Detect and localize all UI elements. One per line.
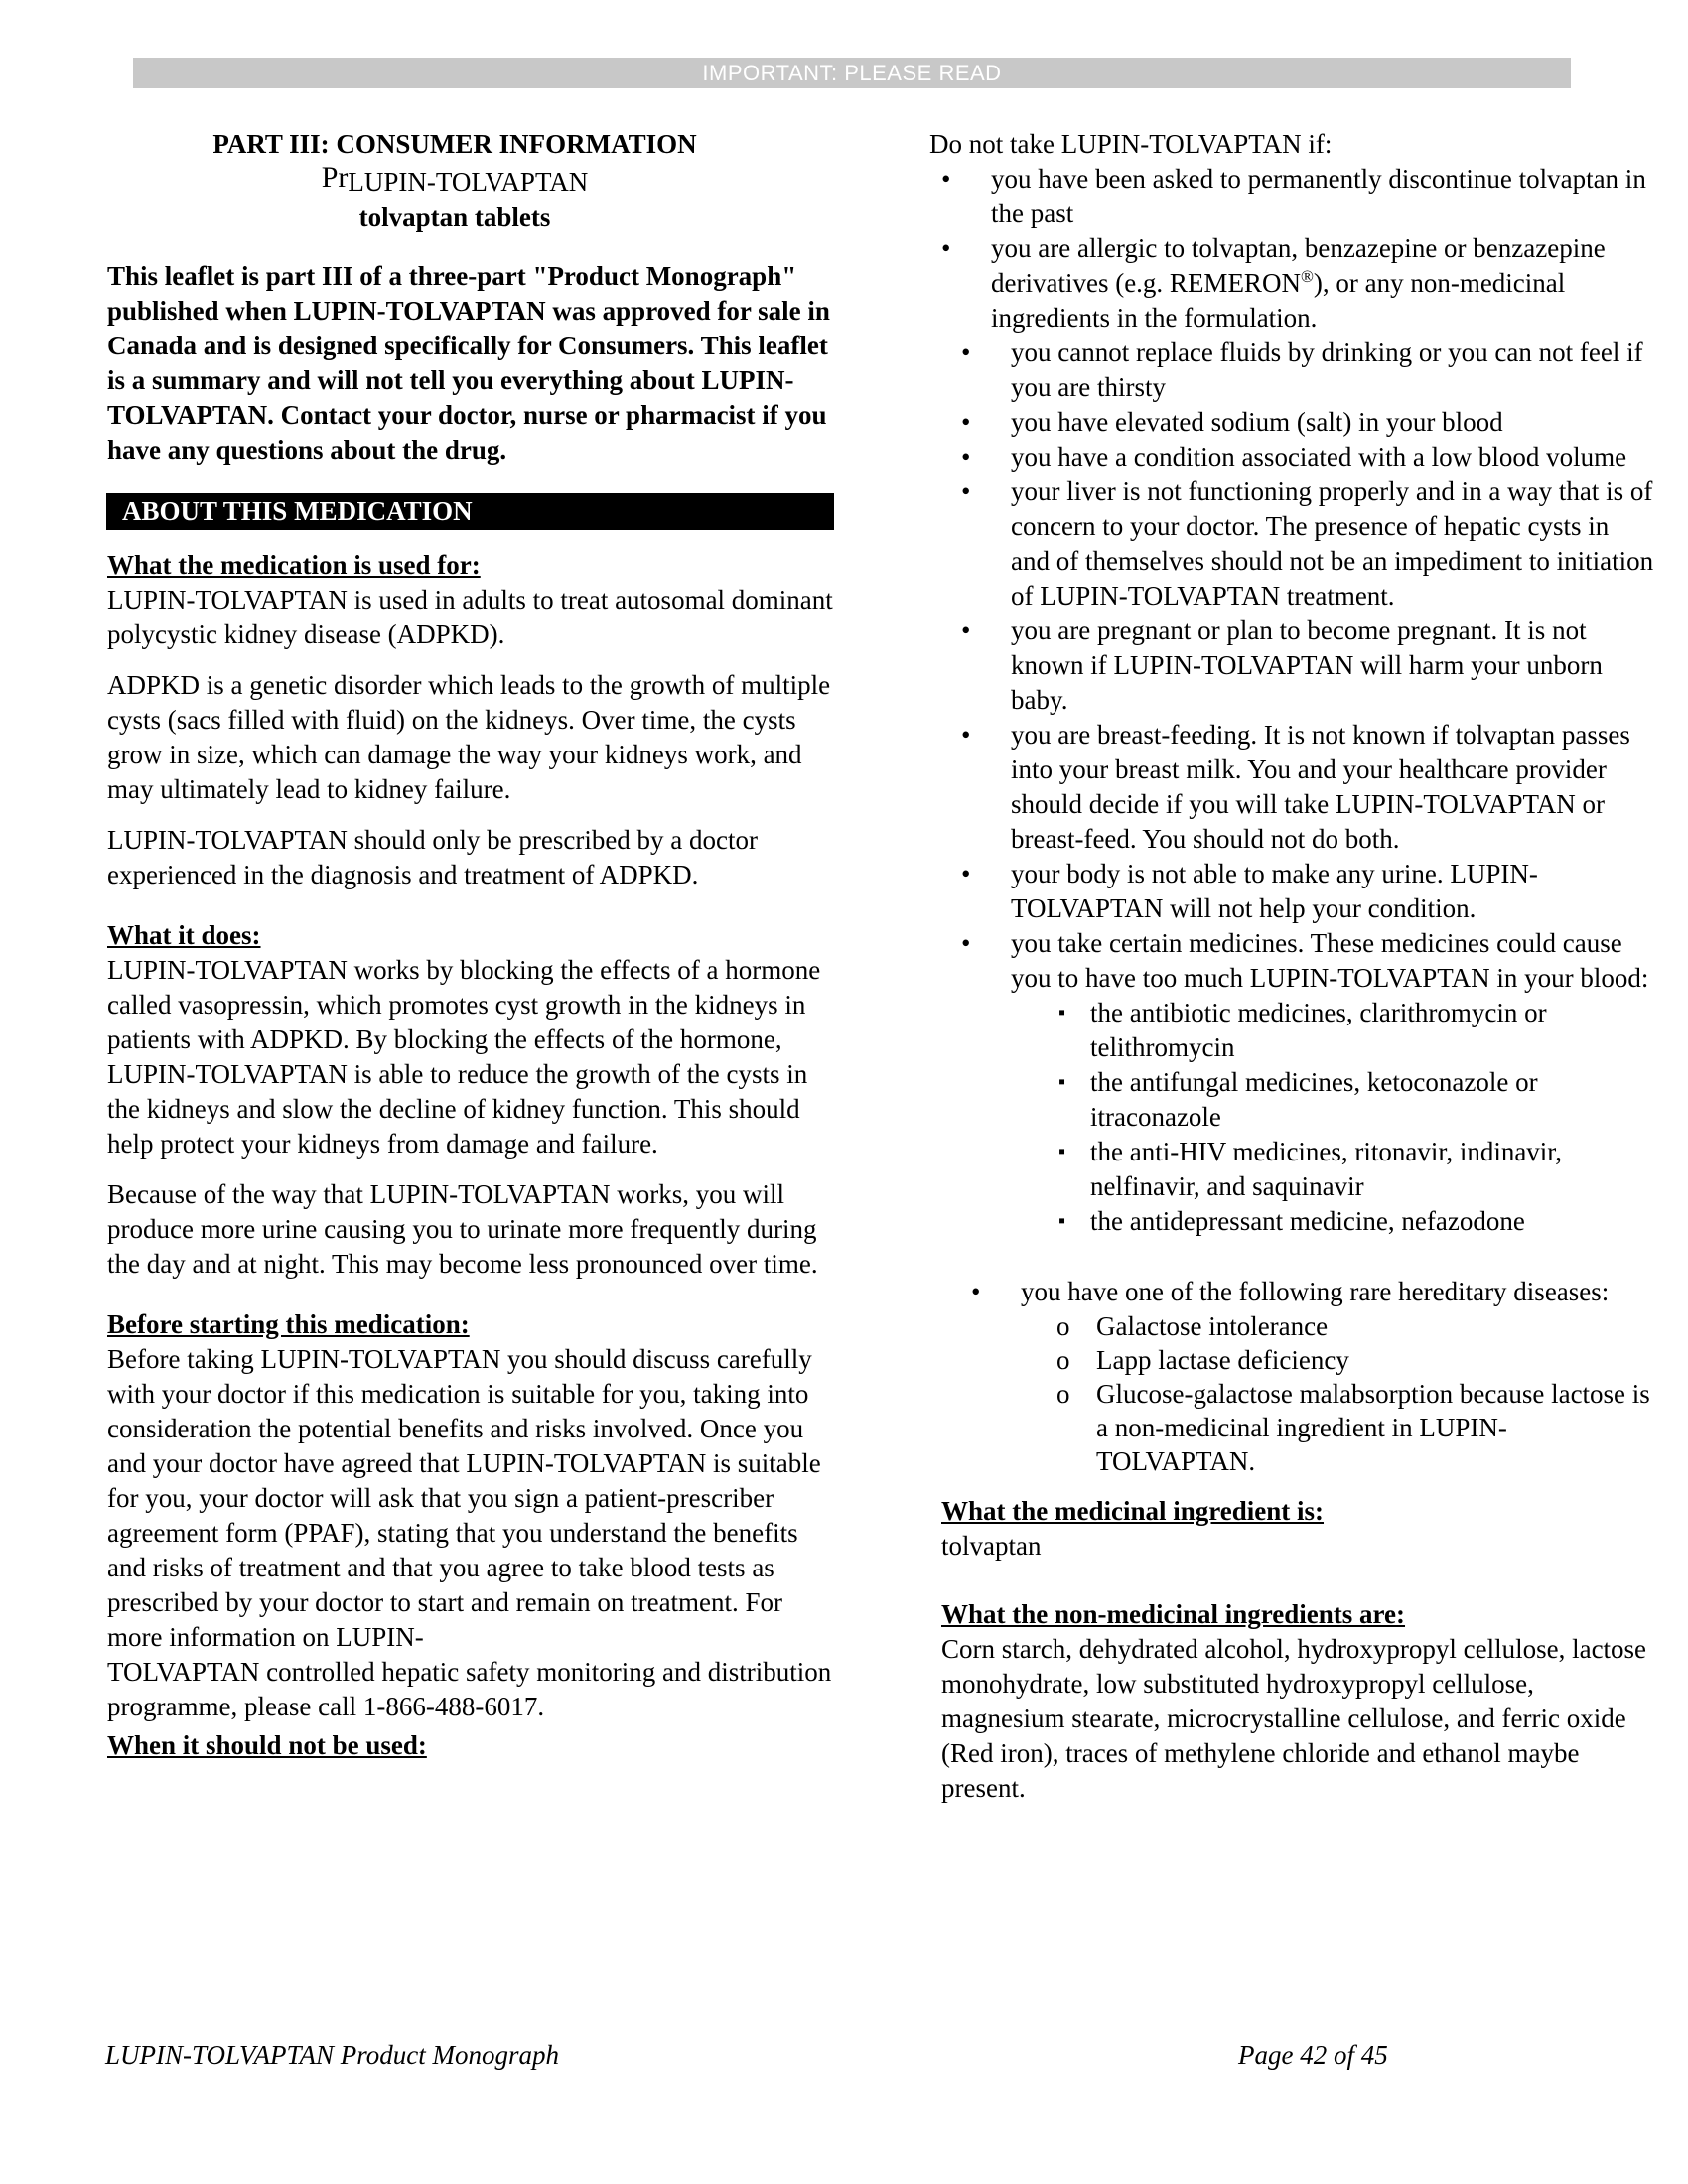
section-header-about: ABOUT THIS MEDICATION	[106, 493, 834, 530]
heading-used-for: What the medication is used for:	[107, 550, 481, 580]
square-bullet-icon: ▪	[1058, 1071, 1066, 1093]
hereditary-sublist	[1056, 1309, 1654, 1478]
list-item	[941, 162, 1654, 231]
circle-bullet-icon: o	[1056, 1345, 1070, 1375]
bullet-icon: •	[941, 164, 951, 194]
bullet-icon: •	[961, 407, 971, 437]
footer-page-number: Page 42 of 45	[1238, 2040, 1388, 2070]
list-item-text: you are breast-feeding. It is not known if tolvaptan passes into your breast milk. You and your healthcare provider should decide if you will take LUPIN-TOLVAPTAN or breast-feed. You should not do both.	[1011, 720, 1630, 854]
heading-what-it-does: What it does:	[107, 920, 261, 950]
list-item	[961, 614, 1654, 718]
list-item	[961, 440, 1654, 475]
bullet-icon: •	[941, 233, 951, 263]
sub-list-item-text: the antibiotic medicines, clarithromycin or telithromycin	[1090, 998, 1547, 1062]
footer-document-name: LUPIN-TOLVAPTAN Product Monograph	[105, 2040, 560, 2070]
bullet-icon: •	[961, 720, 971, 750]
what-it-does-paragraph-2: Because of the way that LUPIN-TOLVAPTAN works, you will produce more urine causing you to urinate more frequently during the day and at night. This may become less pronounced over time.	[107, 1179, 818, 1279]
bullet-icon: •	[961, 928, 971, 958]
pr-symbol: Pr	[321, 161, 349, 194]
list-item-text: you cannot replace fluids by drinking or you can not feel if you are thirsty	[1011, 338, 1643, 402]
heading-medicinal-ingredient: What the medicinal ingredient is:	[941, 1496, 1325, 1526]
heading-before-starting: Before starting this medication:	[107, 1309, 470, 1339]
square-bullet-icon: ▪	[1058, 1210, 1066, 1232]
intro-paragraph: This leaflet is part III of a three-part "Product Monograph" published when LUPIN-TOLVAPTAN was approved for sale in Canada and is designed specifically for Consumers. This leaflet is a summary and will not tell you everything about LUPIN-TOLVAPTAN. Contact your doctor, nurse or pharmacist if you have any questions about the drug.	[107, 261, 830, 465]
sub-list-item-text: the antidepressant medicine, nefazodone	[1090, 1206, 1525, 1236]
used-for-paragraph-1: LUPIN-TOLVAPTAN is used in adults to treat autosomal dominant polycystic kidney disease (ADPKD).	[107, 585, 833, 649]
bullet-icon: •	[961, 859, 971, 888]
sub-list-item-text: Lapp lactase deficiency	[1096, 1345, 1349, 1375]
list-item-text: you are allergic to tolvaptan, benzazepine or benzazepine derivatives (e.g. REMERON	[991, 233, 1606, 298]
square-bullet-icon: ▪	[1058, 1002, 1066, 1024]
list-item	[961, 336, 1654, 405]
sub-list-item-text: Galactose intolerance	[1096, 1311, 1329, 1341]
used-for-paragraph-3: LUPIN-TOLVAPTAN should only be prescribed by a doctor experienced in the diagnosis and treatment of ADPKD.	[107, 825, 759, 889]
what-it-does-paragraph-1: LUPIN-TOLVAPTAN works by blocking the effects of a hormone called vasopressin, which promotes cyst growth in the kidneys in patients with ADPKD. By blocking the effects of the hormone, LUPIN-TOLVAPTAN is able to reduce the growth of the cysts in the kidneys and slow the decline of kidney function. This should help protect your kidneys from damage and failure.	[107, 955, 821, 1159]
square-bullet-icon: ▪	[1058, 1141, 1066, 1162]
non-medicinal-ingredients-text: Corn starch, dehydrated alcohol, hydroxypropyl cellulose, lactose monohydrate, low substituted hydroxypropyl cellulose, magnesium stearate, microcrystalline cellulose, and ferric oxide (Red iron), traces of methylene chloride and ethanol maybe present.	[941, 1634, 1647, 1803]
list-item	[971, 1275, 1654, 1309]
bullet-icon: •	[961, 477, 971, 506]
before-starting-paragraph-2: TOLVAPTAN controlled hepatic safety monitoring and distribution programme, please call 1-866-488-6017.	[107, 1657, 832, 1721]
circle-bullet-icon: o	[1056, 1379, 1070, 1409]
heading-when-not-used: When it should not be used:	[107, 1730, 427, 1760]
list-item-text: your liver is not functioning properly and in a way that is of concern to your doctor. The presence of hepatic cysts in and of themselves should not be an impediment to initiation of LUPIN-TOLVAPTAN treatment.	[1011, 477, 1654, 611]
product-name-text: LUPIN-TOLVAPTAN	[348, 167, 589, 197]
bullet-icon: •	[961, 442, 971, 472]
list-item	[961, 718, 1654, 857]
important-banner: IMPORTANT: PLEASE READ	[133, 58, 1571, 88]
list-item-text: you have elevated sodium (salt) in your blood	[1011, 407, 1503, 437]
sub-list-item	[1056, 1377, 1654, 1478]
sub-list-item	[1058, 1135, 1654, 1204]
list-item-text: ), or any non-medicinal ingredients in the formulation.	[991, 268, 1566, 333]
hereditary-list	[971, 1275, 1654, 1309]
left-column	[107, 127, 834, 1763]
list-item-text: you take certain medicines. These medicines could cause you to have too much LUPIN-TOLVAPTAN in your blood:	[1011, 928, 1649, 993]
medicinal-ingredient-text: tolvaptan	[941, 1531, 1042, 1561]
list-item	[961, 405, 1654, 440]
registered-mark: ®	[1300, 267, 1314, 286]
list-item-text: you have one of the following rare hereditary diseases:	[1021, 1277, 1610, 1306]
contraindication-list-2	[961, 336, 1654, 996]
do-not-take-heading: Do not take LUPIN-TOLVAPTAN if:	[929, 129, 1333, 159]
sub-list-item	[1058, 1065, 1654, 1135]
circle-bullet-icon: o	[1056, 1311, 1070, 1341]
medicine-sublist	[1058, 996, 1654, 1239]
contraindication-list	[929, 162, 1654, 336]
sub-list-item	[1058, 996, 1654, 1065]
sub-list-item-text: the antifungal medicines, ketoconazole or itraconazole	[1090, 1067, 1538, 1132]
list-item	[961, 926, 1654, 996]
product-name	[97, 161, 812, 199]
bullet-icon: •	[961, 615, 971, 645]
list-item-text: you are pregnant or plan to become pregnant. It is not known if LUPIN-TOLVAPTAN will harm your unborn baby.	[1011, 615, 1603, 715]
list-item	[961, 857, 1654, 926]
part-title: PART III: CONSUMER INFORMATION	[212, 129, 697, 159]
sub-list-item	[1056, 1309, 1654, 1343]
bullet-icon: •	[971, 1277, 981, 1306]
list-item-text: your body is not able to make any urine. LUPIN-TOLVAPTAN will not help your condition.	[1011, 859, 1538, 923]
sub-list-item-text: the anti-HIV medicines, ritonavir, indinavir, nelfinavir, and saquinavir	[1090, 1137, 1562, 1201]
list-item-text: you have a condition associated with a low blood volume	[1011, 442, 1627, 472]
sub-list-item	[1056, 1343, 1654, 1377]
heading-non-medicinal-ingredients: What the non-medicinal ingredients are:	[941, 1599, 1406, 1629]
sub-list-item	[1058, 1204, 1654, 1239]
list-item	[941, 231, 1654, 336]
used-for-paragraph-2: ADPKD is a genetic disorder which leads to the growth of multiple cysts (sacs filled with fluid) on the kidneys. Over time, the cysts grow in size, which can damage the way your kidneys work, and may ultimately lead to kidney failure.	[107, 670, 831, 804]
before-starting-paragraph-1: Before taking LUPIN-TOLVAPTAN you should discuss carefully with your doctor if this medication is suitable for you, taking into consideration the potential benefits and risks involved. Once you and your doctor have agreed that LUPIN-TOLVAPTAN is suitable for you, your doctor will ask that you sign a patient-prescriber agreement form (PPAF), stating that you understand the benefits and risks of treatment and that you agree to take blood tests as prescribed by your doctor to start and remain on treatment. For more information on LUPIN-	[107, 1344, 821, 1652]
right-column	[929, 127, 1654, 1806]
sub-list-item-text: Glucose-galactose malabsorption because lactose is a non-medicinal ingredient in LUPIN-TOLVAPTAN.	[1096, 1379, 1650, 1476]
list-item	[961, 475, 1654, 614]
ingredients-block	[941, 1494, 1654, 1806]
list-item-text: you have been asked to permanently discontinue tolvaptan in the past	[991, 164, 1646, 228]
bullet-icon: •	[961, 338, 971, 367]
document-title	[97, 127, 812, 236]
product-subtitle: tolvaptan tablets	[358, 203, 551, 232]
